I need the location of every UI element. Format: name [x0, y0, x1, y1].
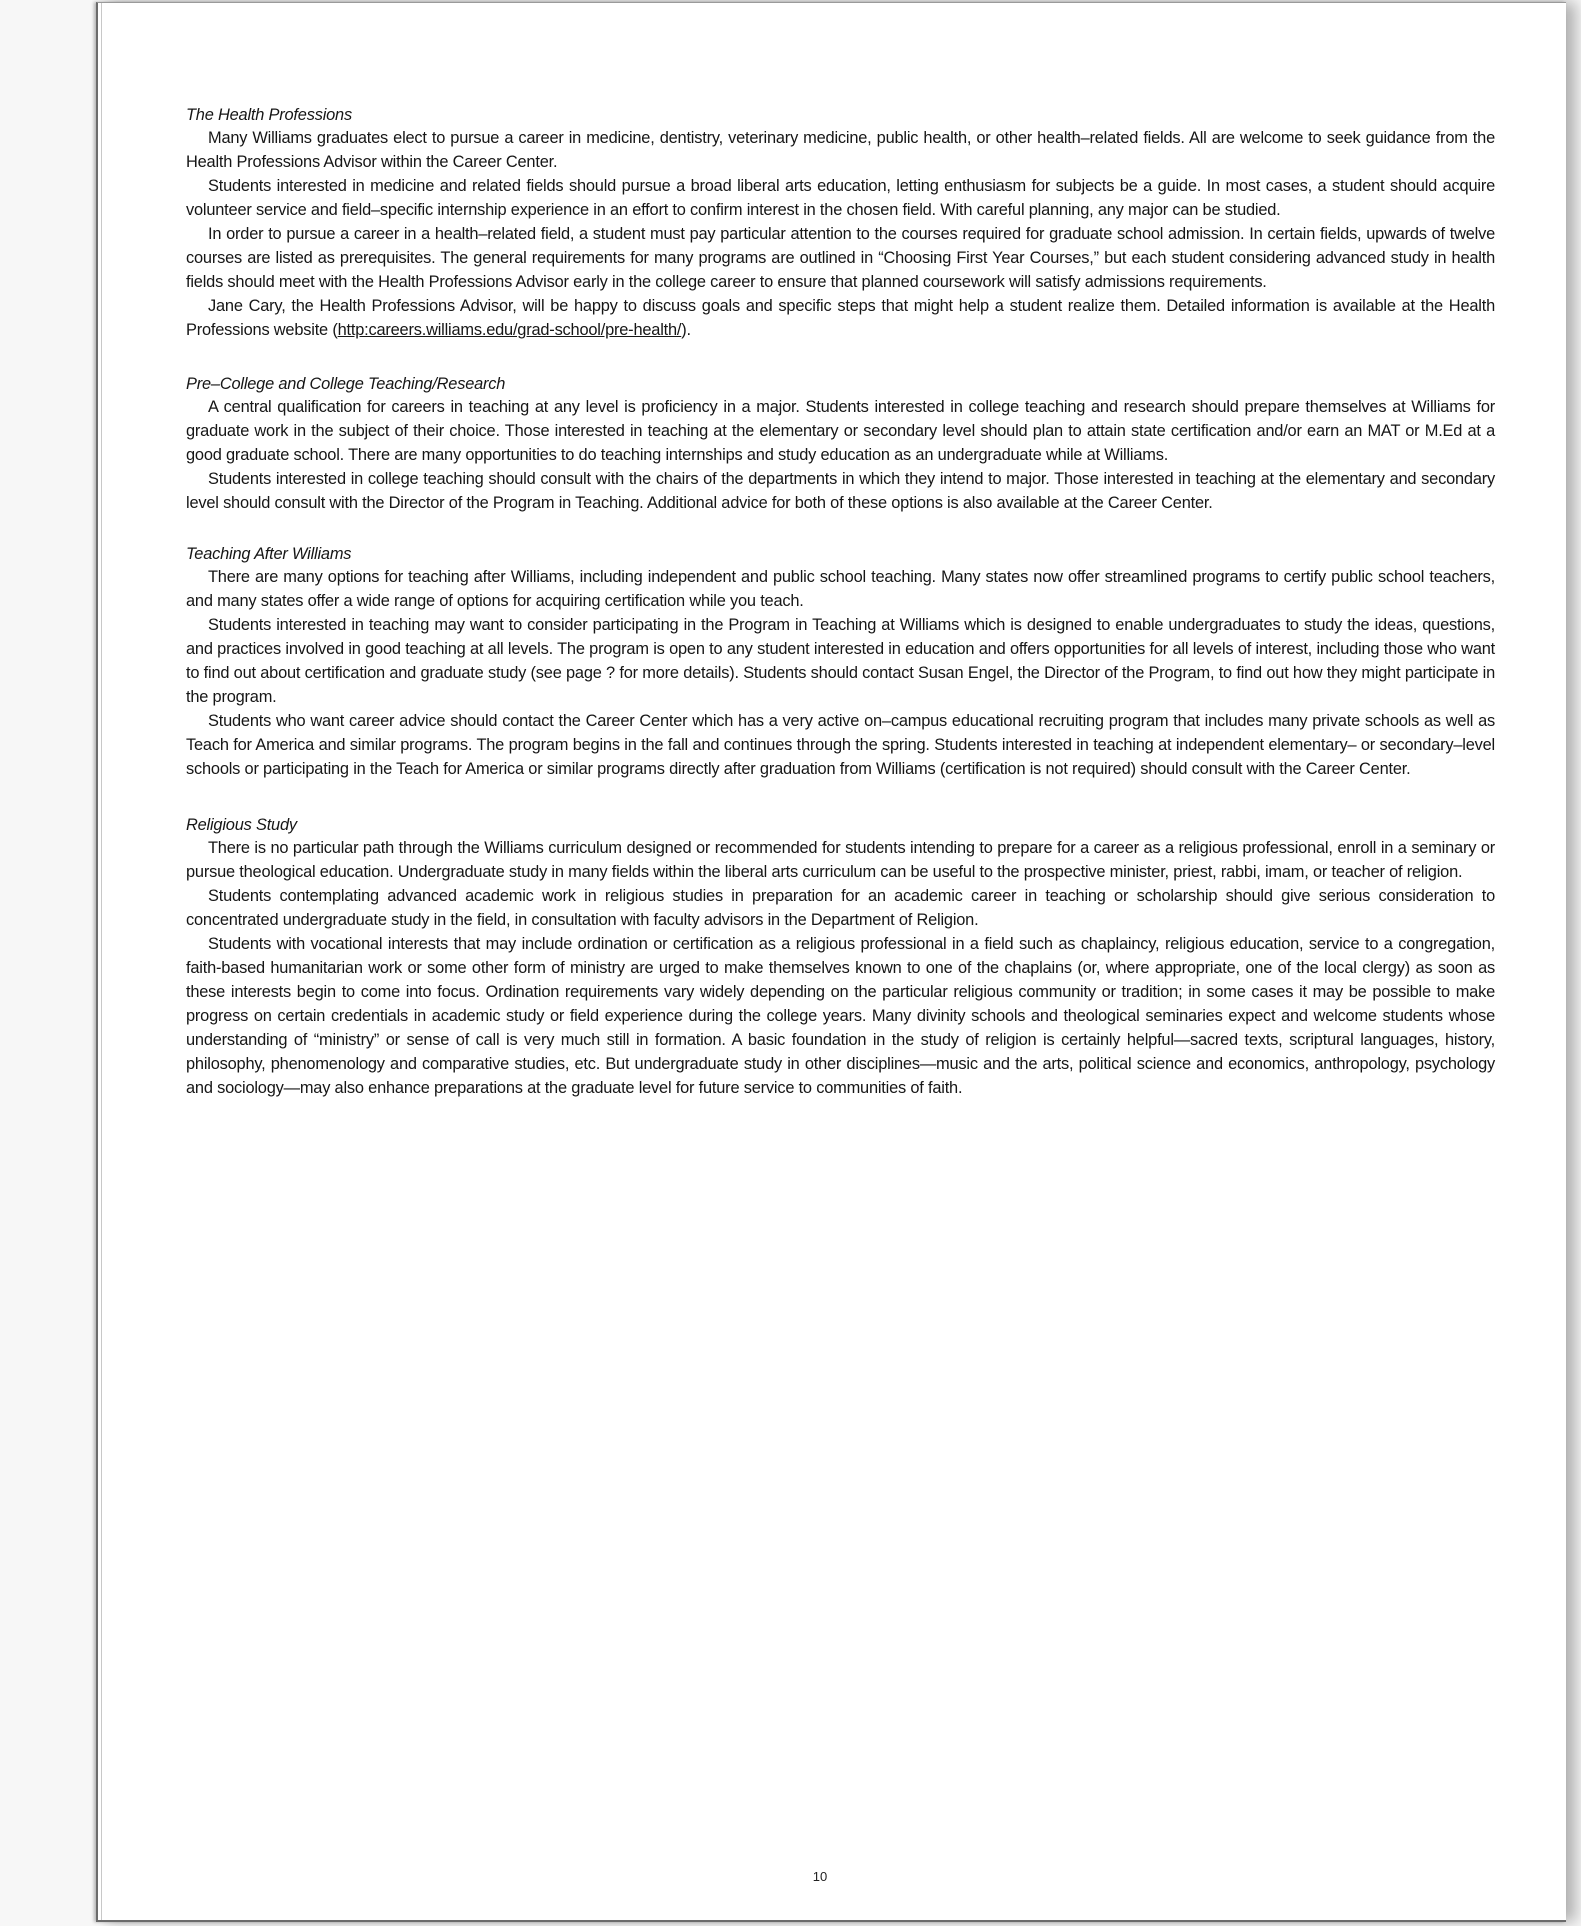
page-content	[186, 101, 1495, 1100]
paragraph: There are many options for teaching after Williams, including independent and public school teaching. Many states now offer streamlined programs to certify public school teachers, and many states offer a wide range of options for acquiring certification while you teach.	[186, 568, 1495, 610]
paragraph: Students who want career advice should contact the Career Center which has a very active on–campus educational recruiting program that includes many private schools as well as Teach for America and similar programs. The program begins in the fall and continues through the spring. Students interested in teaching at independent elementary– or secondary–level schools or participating in the Teach for America or similar programs directly after graduation from Williams (certification is not required) should consult with the Career Center.	[186, 712, 1495, 778]
document-page	[96, 2, 1566, 1922]
paragraph: A central qualification for careers in teaching at any level is proficiency in a major. Students interested in college teaching and research should prepare themselves at Williams for graduate work in the subject of their choice. Those interested in teaching at the elementary or secondary level should plan to attain state certification and/or earn an MAT or M.Ed at a good graduate school. There are many opportunities to do teaching internships and study education as an undergraduate while at Williams.	[186, 398, 1495, 464]
paragraph: Students with vocational interests that may include ordination or certification as a religious professional in a field such as chaplaincy, religious education, service to a congregation, faith-based humanitarian work or some other form of ministry are urged to make themselves known to one of the chaplains (or, where appropriate, one of the local clergy) as soon as these interests begin to come into focus. Ordination requirements vary widely depending on the particular religious community or tradition; in some cases it may be possible to make progress on certain credentials in academic study or field experience during the college years. Many divinity schools and theological seminaries expect and welcome students whose understanding of “ministry” or sense of call is very much still in formation. A basic foundation in the study of religion is certainly helpful—sacred texts, scriptural languages, history, philosophy, phenomenology and comparative studies, etc. But undergraduate study in other disciplines—music and the arts, political science and economics, anthropology, psychology and sociology—may also enhance preparations at the graduate level for future service to communities of faith.	[186, 935, 1495, 1097]
page-edge-line	[101, 3, 102, 1920]
paragraph: Students interested in college teaching should consult with the chairs of the departments in which they intend to major. Those interested in teaching at the elementary and secondary level should consult with the Director of the Program in Teaching. Additional advice for both of these options is also available at the Career Center.	[186, 470, 1495, 512]
section-teaching-after-williams	[186, 540, 1495, 781]
paragraph-text: ).	[681, 321, 691, 339]
health-professions-website-link[interactable]: http:careers.williams.edu/grad-school/pre-health/	[337, 321, 682, 339]
section-health-professions	[186, 101, 1495, 342]
paragraph: Students interested in teaching may want to consider participating in the Program in Teaching at Williams which is designed to enable undergraduates to study the ideas, questions, and practices involved in good teaching at all levels. The program is open to any student interested in education and offers opportunities for all levels of interest, including those who want to find out about certification and graduate study (see page ? for more details). Students should contact Susan Engel, the Director of the Program, to find out how they might participate in the program.	[186, 616, 1495, 706]
section-religious-study	[186, 811, 1495, 1100]
section-teaching-research	[186, 370, 1495, 515]
paragraph-text: Jane Cary, the Health Professions Advisor, will be happy to discuss goals and specific steps that might help a student realize them. Detailed information is available at the Health Professions website (	[186, 297, 1495, 339]
paragraph: Many Williams graduates elect to pursue a career in medicine, dentistry, veterinary medicine, public health, or other health–related fields. All are welcome to seek guidance from the Health Professions Advisor within the Career Center.	[186, 129, 1495, 171]
paragraph: In order to pursue a career in a health–related field, a student must pay particular attention to the courses required for graduate school admission. In certain fields, upwards of twelve courses are listed as prerequisites. The general requirements for many programs are outlined in “Choosing First Year Courses,” but each student considering advanced study in health fields should meet with the Health Professions Advisor early in the college career to ensure that planned coursework will satisfy admissions requirements.	[186, 225, 1495, 291]
paragraph: Students interested in medicine and related fields should pursue a broad liberal arts education, letting enthusiasm for subjects be a guide. In most cases, a student should acquire volunteer service and field–specific internship experience in an effort to confirm interest in the chosen field. With careful planning, any major can be studied.	[186, 177, 1495, 219]
paragraph: There is no particular path through the Williams curriculum designed or recommended for students intending to prepare for a career as a religious professional, enroll in a seminary or pursue theological education. Undergraduate study in many fields within the liberal arts curriculum can be useful to the prospective minister, priest, rabbi, imam, or teacher of religion.	[186, 839, 1495, 881]
section-title: Teaching After Williams	[186, 545, 352, 563]
section-title: The Health Professions	[186, 106, 352, 124]
section-title: Religious Study	[186, 816, 297, 834]
page-number: 10	[812, 1869, 828, 1884]
paragraph-with-link	[186, 294, 1495, 342]
section-title: Pre–College and College Teaching/Research	[186, 375, 506, 393]
paragraph: Students contemplating advanced academic work in religious studies in preparation for an academic career in teaching or scholarship should give serious consideration to concentrated undergraduate study in the field, in consultation with faculty advisors in the Department of Religion.	[186, 887, 1495, 929]
